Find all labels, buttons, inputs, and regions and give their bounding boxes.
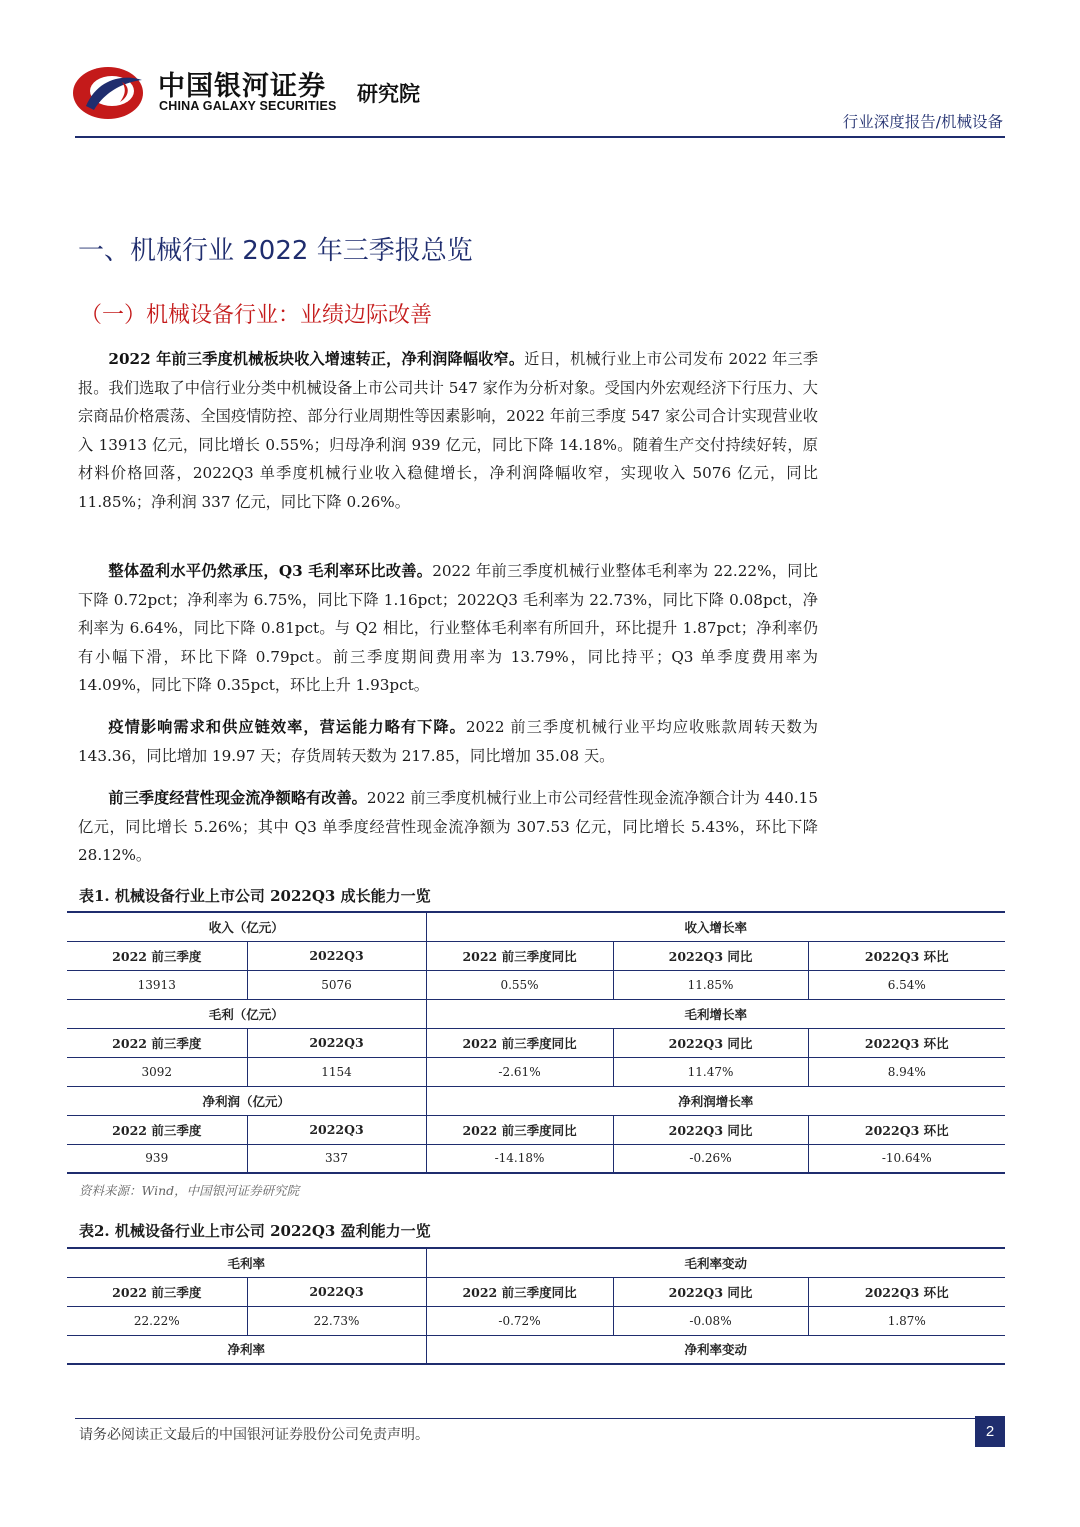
footer-divider <box>75 1418 1005 1419</box>
growth-table <box>67 911 1005 1174</box>
table-col-header: 2022Q3 <box>247 1028 426 1057</box>
paragraph-lead: 疫情影响需求和供应链效率，营运能力略有下降。 <box>108 718 466 736</box>
table-header-row <box>67 941 1005 970</box>
table-row <box>67 970 1005 999</box>
table-col-header: 2022Q3 同比 <box>613 941 808 970</box>
table-col-header: 2022 前三季度 <box>67 1028 247 1057</box>
table-col-header: 2022Q3 环比 <box>808 1277 1005 1306</box>
table-cell: 939 <box>67 1144 247 1173</box>
table-cell: 11.47% <box>613 1057 808 1086</box>
table-group-row <box>67 1335 1005 1364</box>
table-col-header: 2022 前三季度 <box>67 941 247 970</box>
paragraph-profitability <box>78 557 818 700</box>
table-cell: -2.61% <box>426 1057 613 1086</box>
paragraph-cashflow <box>78 784 818 870</box>
table-col-header: 2022Q3 环比 <box>808 1115 1005 1144</box>
table-cell: 3092 <box>67 1057 247 1086</box>
table-cell: 13913 <box>67 970 247 999</box>
table-group-row <box>67 1248 1005 1277</box>
table-cell: -10.64% <box>808 1144 1005 1173</box>
table-col-header: 2022Q3 同比 <box>613 1028 808 1057</box>
table-col-header: 2022Q3 <box>247 941 426 970</box>
table-cell: 11.85% <box>613 970 808 999</box>
table-group-header: 毛利率 <box>67 1248 426 1277</box>
brand-name-en: CHINA GALAXY SECURITIES <box>159 99 337 113</box>
table-col-header: 2022 前三季度同比 <box>426 1028 613 1057</box>
page-number: 2 <box>975 1416 1005 1447</box>
table-cell: 337 <box>247 1144 426 1173</box>
table2-caption: 表2. 机械设备行业上市公司 2022Q3 盈利能力一览 <box>79 1222 431 1240</box>
table-row <box>67 1306 1005 1335</box>
table-col-header: 2022 前三季度 <box>67 1115 247 1144</box>
table-cell: -0.72% <box>426 1306 613 1335</box>
table-cell: 1.87% <box>808 1306 1005 1335</box>
profitability-table <box>67 1247 1005 1365</box>
table-cell: 22.73% <box>247 1306 426 1335</box>
table-header-row <box>67 1277 1005 1306</box>
paragraph-text: 2022 年前三季度机械行业整体毛利率为 22.22%，同比下降 0.72pct；净利率为 6.75%，同比下降 1.16pct；2022Q3 毛利率为 22.73%，同比下降 0.08pct，净利率为 6.64%，同比下降 0.81pct。与 Q2 相比，行业整体毛利率有所回升，环比提升 1.87pct；净利率仍有小幅下滑，环比下降 0.79pct。前三季度期间费用率为 13.79%，同比持平；Q3 单季度费用率为 14.09%，同比下降 0.35pct，环比上升 1.93pct。 <box>78 562 818 694</box>
table-group-row <box>67 912 1005 941</box>
table-col-header: 2022 前三季度同比 <box>426 941 613 970</box>
table-group-header: 净利率 <box>67 1335 426 1364</box>
table-col-header: 2022 前三季度同比 <box>426 1115 613 1144</box>
table-header-row <box>67 1028 1005 1057</box>
table-group-header: 毛利率变动 <box>426 1248 1005 1277</box>
disclaimer: 请务必阅读正文最后的中国银河证券股份公司免责声明。 <box>79 1427 429 1443</box>
table-cell: 8.94% <box>808 1057 1005 1086</box>
paragraph-text: 2022 前三季度机械行业平均应收账款周转天数为 143.36，同比增加 19.97 天；存货周转天数为 217.85，同比增加 35.08 天。 <box>78 718 818 765</box>
table-group-header: 毛利增长率 <box>426 999 1005 1028</box>
table-col-header: 2022Q3 同比 <box>613 1277 808 1306</box>
table-cell: 5076 <box>247 970 426 999</box>
table-group-header: 毛利（亿元） <box>67 999 426 1028</box>
table-col-header: 2022Q3 同比 <box>613 1115 808 1144</box>
table-col-header: 2022Q3 <box>247 1277 426 1306</box>
galaxy-logo-icon <box>72 60 144 124</box>
institute-label: 研究院 <box>357 82 420 106</box>
table-col-header: 2022 前三季度同比 <box>426 1277 613 1306</box>
table-group-header: 净利润（亿元） <box>67 1086 426 1115</box>
section-subtitle: （一）机械设备行业：业绩边际改善 <box>80 303 433 328</box>
table-cell: 1154 <box>247 1057 426 1086</box>
table-group-row <box>67 999 1005 1028</box>
paragraph-lead: 2022 年前三季度机械板块收入增速转正，净利润降幅收窄。 <box>108 350 525 368</box>
table1-caption: 表1. 机械设备行业上市公司 2022Q3 成长能力一览 <box>79 887 431 905</box>
table-row <box>67 1057 1005 1086</box>
table-group-header: 净利润增长率 <box>426 1086 1005 1115</box>
table-group-row <box>67 1086 1005 1115</box>
paragraph-lead: 整体盈利水平仍然承压，Q3 毛利率环比改善。 <box>108 562 433 580</box>
table-cell: -14.18% <box>426 1144 613 1173</box>
table-cell: -0.08% <box>613 1306 808 1335</box>
table-group-header: 净利率变动 <box>426 1335 1005 1364</box>
table-row <box>67 1144 1005 1173</box>
section-title: 一、机械行业 2022 年三季报总览 <box>78 236 473 266</box>
table-cell: 0.55% <box>426 970 613 999</box>
table-col-header: 2022Q3 <box>247 1115 426 1144</box>
paragraph-text: 2022 前三季度机械行业上市公司经营性现金流净额合计为 440.15 亿元，同比增长 5.26%；其中 Q3 单季度经营性现金流净额为 307.53 亿元，同比增长 5.43%，环比下降 28.12%。 <box>78 789 818 864</box>
table-group-header: 收入（亿元） <box>67 912 426 941</box>
table-group-header: 收入增长率 <box>426 912 1005 941</box>
paragraph-text: 近日，机械行业上市公司发布 2022 年三季报。我们选取了中信行业分类中机械设备上市公司共计 547 家作为分析对象。受国内外宏观经济下行压力、大宗商品价格震荡、全国疫情防控、部分行业周期性等因素影响，2022 年前三季度 547 家公司合计实现营业收入 13913 亿元，同比增长 0.55%；归母净利润 939 亿元，同比下降 14.18%。随着生产交付持续好转，原材料价格回落，2022Q3 单季度机械行业收入稳健增长，净利润降幅收窄，实现收入 5076 亿元，同比 11.85%；净利润 337 亿元，同比下降 0.26%。 <box>78 350 819 511</box>
table-col-header: 2022Q3 环比 <box>808 1028 1005 1057</box>
report-type: 行业深度报告/机械设备 <box>842 113 1003 131</box>
table-col-header: 2022Q3 环比 <box>808 941 1005 970</box>
header-divider <box>75 136 1005 138</box>
paragraph-operations <box>78 713 818 770</box>
table-col-header: 2022 前三季度 <box>67 1277 247 1306</box>
table-cell: -0.26% <box>613 1144 808 1173</box>
table1-source: 资料来源：Wind，中国银河证券研究院 <box>79 1183 300 1198</box>
brand-name-cn: 中国银河证券 <box>158 71 326 102</box>
paragraph-lead: 前三季度经营性现金流净额略有改善。 <box>108 789 367 807</box>
paragraph-revenue <box>78 345 818 516</box>
table-cell: 6.54% <box>808 970 1005 999</box>
table-header-row <box>67 1115 1005 1144</box>
table-cell: 22.22% <box>67 1306 247 1335</box>
